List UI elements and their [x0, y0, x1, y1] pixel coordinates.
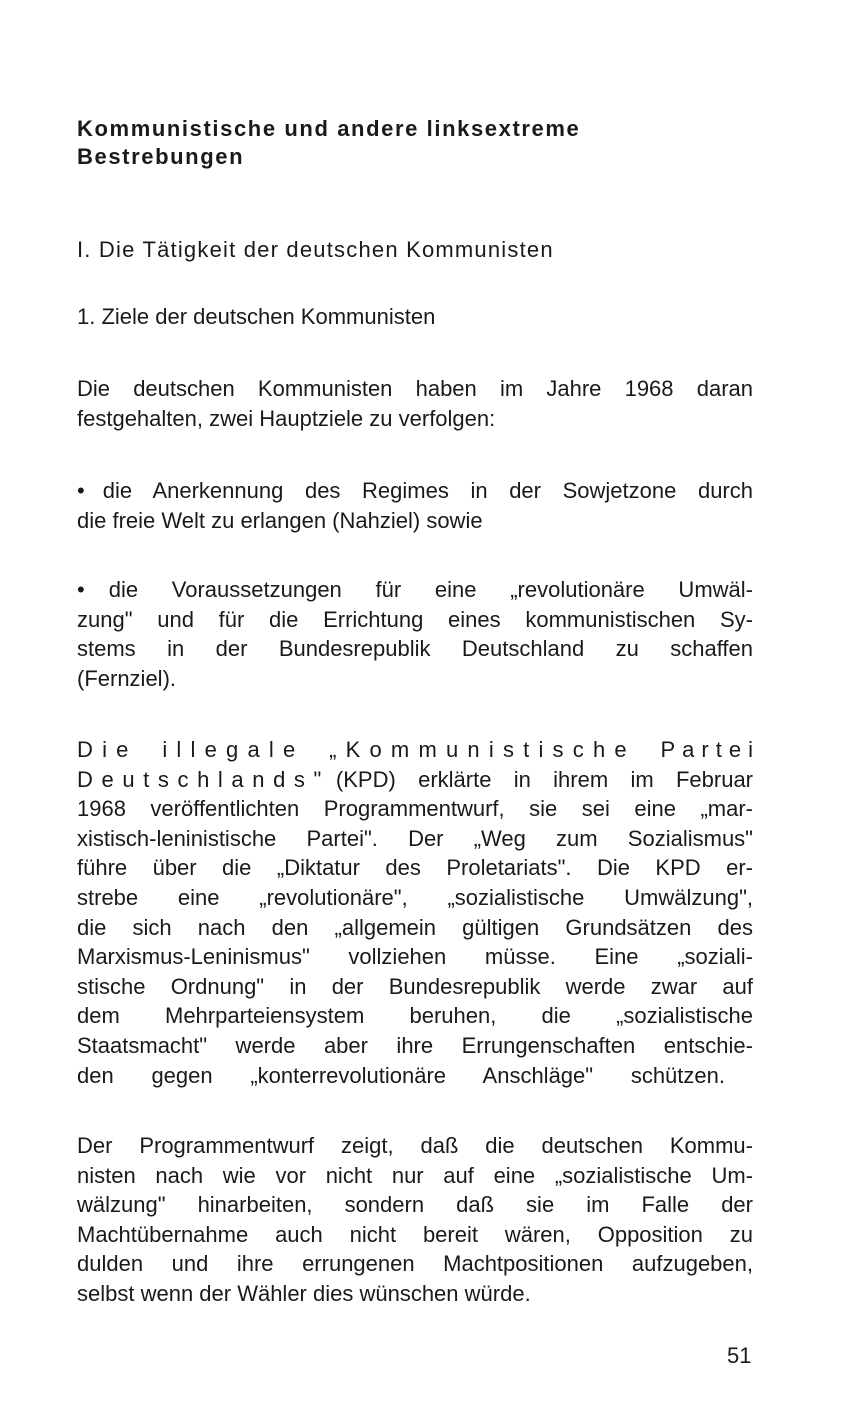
chapter-title	[77, 115, 657, 171]
text-line: die sich nach den „allgemein gültigen Grundsätzen des	[77, 914, 753, 940]
spaced-line-1	[77, 735, 760, 765]
text-line: Marxismus-Leninismus" vollziehen müsse. Eine „soziali-	[77, 944, 753, 970]
text-line: Staatsmacht" werde aber ihre Errungenschaften entschie-	[77, 1032, 753, 1058]
text-line: (Fernziel).	[77, 665, 177, 691]
chapter-title-line-2: Bestrebungen	[77, 144, 245, 169]
text-line: dem Mehrparteiensystem beruhen, die „sozialistische	[77, 1003, 753, 1029]
spaced-word: illegale	[162, 737, 305, 762]
bullet-mark: •	[77, 577, 85, 602]
text-line: den gegen „konterrevolutionäre Anschläge" schützen.	[77, 1062, 725, 1088]
text-line: führe über die „Diktatur des Proletariats". Die KPD er-	[77, 855, 753, 881]
text-line: nisten nach wie vor nicht nur auf eine „sozialistische Um-	[77, 1162, 753, 1188]
spaced-word: „Kommunistische	[329, 737, 636, 762]
text-line: die Anerkennung des Regimes in der Sowjetzone durch	[102, 478, 753, 503]
text-line: (KPD) erklärte in ihrem im Februar	[335, 766, 753, 792]
spaced-word: Partei	[660, 737, 760, 762]
text-line: Die deutschen Kommunisten haben im Jahre 1968 daran	[77, 376, 753, 401]
spaced-word: Deutschlands"	[77, 766, 330, 792]
text-line: wälzung" hinarbeiten, sondern daß sie im Falle der	[77, 1192, 753, 1218]
text-line: die Voraussetzungen für eine „revolutionäre Umwäl-	[108, 577, 753, 602]
text-line: xistisch-leninistische Partei". Der „Weg zum Sozialismus"	[77, 825, 753, 851]
spaced-line-2	[77, 765, 753, 795]
text-line: stems in der Bundesrepublik Deutschland zu schaffen	[77, 636, 753, 662]
bullet-mark: •	[77, 478, 85, 503]
page-number: 51	[727, 1343, 752, 1368]
subsection-title: 1. Ziele der deutschen Kommunisten	[77, 304, 436, 329]
spaced-word: Die	[77, 737, 138, 762]
page-body	[77, 115, 760, 1306]
intro-paragraph	[77, 374, 753, 433]
conclusion-paragraph	[77, 1131, 753, 1309]
text-line: stische Ordnung" in der Bundesrepublik werde zwar auf	[77, 973, 753, 999]
text-line: zung" und für die Errichtung eines kommunistischen Sy-	[77, 606, 753, 632]
text-line: die freie Welt zu erlangen (Nahziel) sowie	[77, 507, 483, 533]
text-line: dulden und ihre errungenen Machtpositionen aufzugeben,	[77, 1251, 753, 1277]
section-title: I. Die Tätigkeit der deutschen Kommunisten	[77, 237, 554, 262]
text-line: Machtübernahme auch nicht bereit wären, Opposition zu	[77, 1221, 753, 1247]
bullet-first-line	[77, 575, 753, 605]
chapter-title-line-1: Kommunistische und andere linksextreme	[77, 116, 581, 141]
bullet-first-line	[77, 476, 753, 506]
text-line: Der Programmentwurf zeigt, daß die deutschen Kommu-	[77, 1133, 753, 1158]
text-line: selbst wenn der Wähler dies wünschen würde.	[77, 1280, 531, 1306]
bullet-item-2	[77, 575, 753, 693]
kpd-paragraph	[77, 735, 760, 1090]
bullet-item-1	[77, 476, 753, 535]
text-line: festgehalten, zwei Hauptziele zu verfolgen:	[77, 405, 496, 431]
text-line: 1968 veröffentlichten Programmentwurf, sie sei eine „mar-	[77, 796, 753, 822]
text-line: strebe eine „revolutionäre", „sozialistische Umwälzung",	[77, 884, 753, 910]
